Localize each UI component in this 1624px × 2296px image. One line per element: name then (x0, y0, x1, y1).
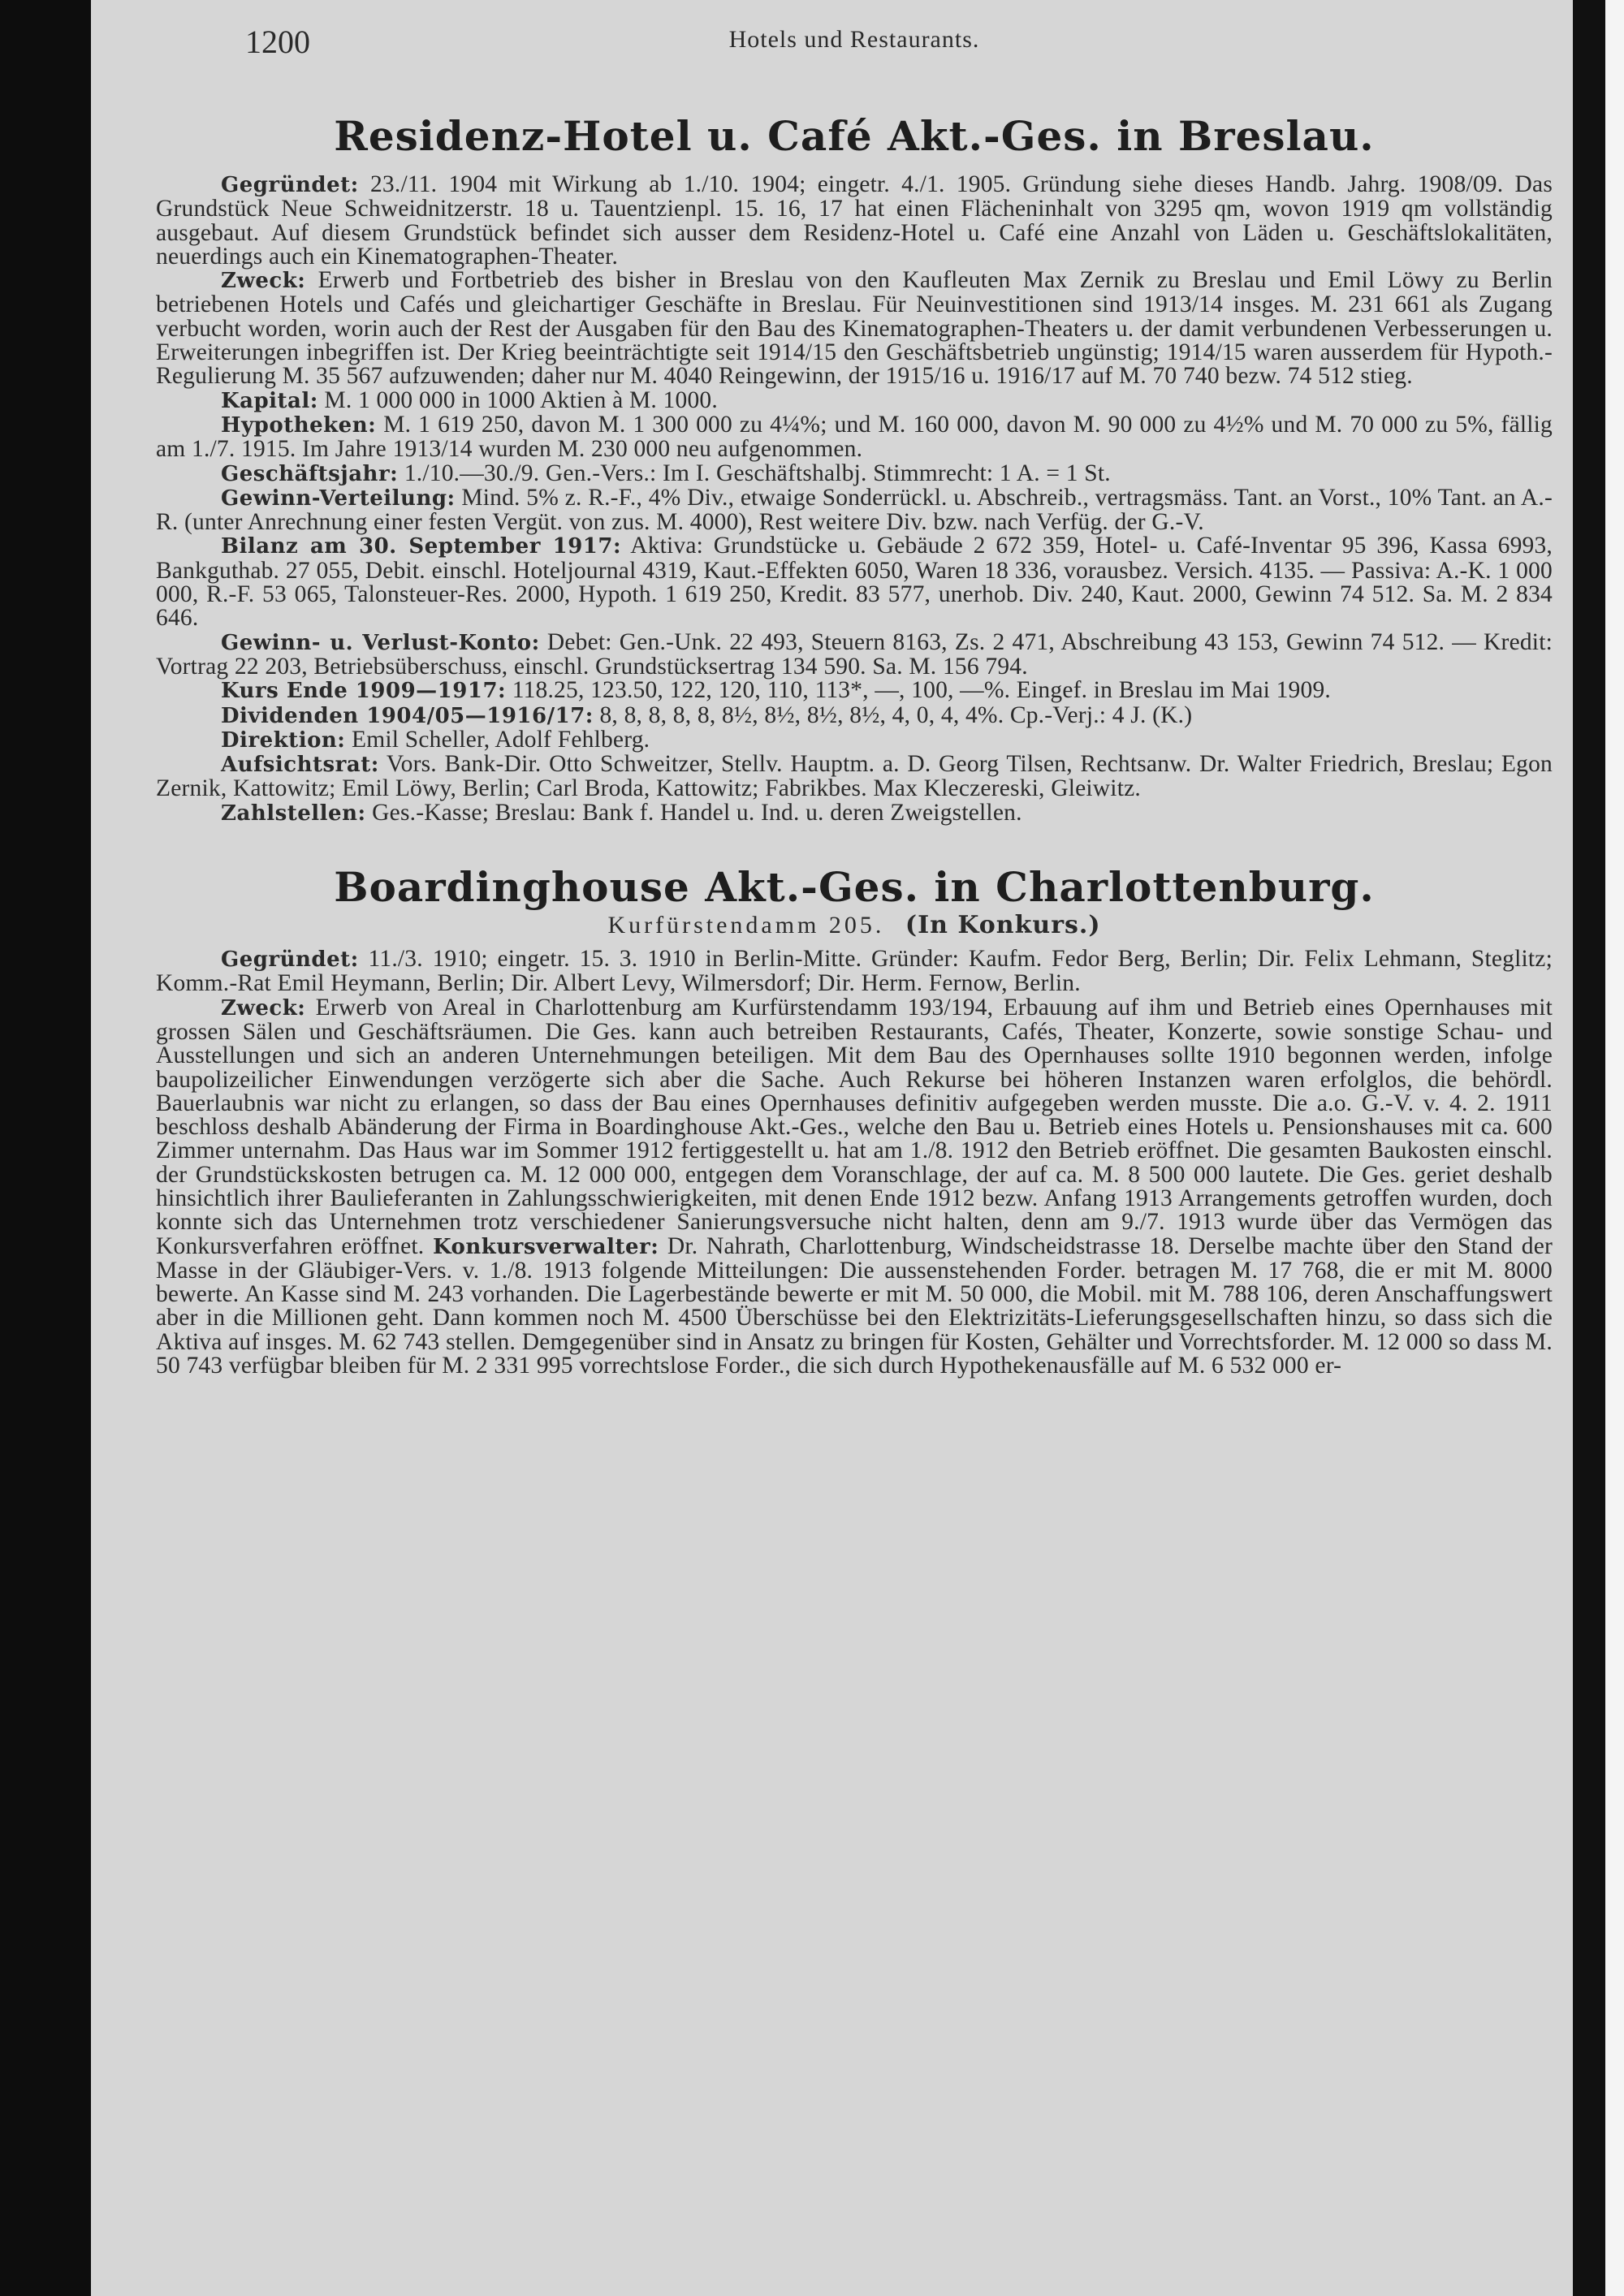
entry-label: Dividenden 1904/05—1916/17: (221, 703, 594, 728)
company-status: (In Konkurs.) (905, 911, 1101, 940)
entry-label: Direktion: (221, 727, 346, 753)
entry-text: 8, 8, 8, 8, 8, 8½, 8½, 8½, 8½, 4, 0, 4, 4%. Cp.-Verj.: 4 J. (K.) (599, 701, 1193, 728)
entry-text: 23./11. 1904 mit Wirkung ab 1./10. 1904; eingetr. 4./1. 1905. Gründung siehe dieses Handb. Jahrg. 1908/09. Das Grundstück Neue Schweidnitzerstr. 18 u. Tauentzienpl. 15. 16, 17 hat einen Flächeninhalt von 3295 qm, wovon 1919 qm vollständig ausgebaut. Auf diesem Grundstück befindet sich ausser dem Residenz-Hotel u. Café eine Anzahl von Läden u. Geschäftslokalitäten, neuerdings auch ein Kinematographen-Theater. (156, 171, 1553, 270)
running-head (156, 23, 1553, 62)
entry-gewinn-verteilung (156, 486, 1553, 535)
entry-text: Vors. Bank-Dir. Otto Schweitzer, Stellv. Hauptm. a. D. Georg Tilsen, Rechtsanw. Dr. Walter Friedrich, Breslau; Egon Zernik, Kattowitz; Emil Löwy, Berlin; Carl Broda, Kattowitz; Fabrikbes. Max Kleczereski, Gleiwitz. (156, 751, 1553, 802)
entry-direktion (156, 728, 1553, 753)
entry-text: Erwerb und Fortbetrieb des bisher in Breslau von den Kaufleuten Max Zernik zu Breslau und Emil Löwy zu Berlin betriebenen Hotels und Cafés und gleichartiger Geschäfte in Breslau. Für Neuinvestitionen sind 1913/14 insges. M. 231 661 als Zugang verbucht worden, worin auch der Rest der Ausgaben für den Bau des Kinematographen-Theaters u. der damit verbundenen Verbesserungen u. Erweiterungen inbegriffen ist. Der Krieg beeinträchtigte seit 1914/15 den Geschäftsbetrieb ungünstig; 1914/15 waren ausserdem für Hypoth.-Regulierung M. 35 567 aufzuwenden; daher nur M. 4040 Reingewinn, der 1915/16 u. 1916/17 auf M. 70 740 bezw. 74 512 stieg. (156, 267, 1553, 390)
entry-text: Erwerb von Areal in Charlottenburg am Kurfürstendamm 193/194, Erbauung auf ihm und Betrieb eines Opernhauses mit grossen Sälen und Geschäftsräumen. Die Ges. kann auch betreiben Restaurants, Cafés, Theater, Konzerte, sowie sonstige Schau- und Ausstellungen und sich an anderen Unternehmungen beteiligen. Mit dem Bau des Opernhauses sollte 1910 begonnen werden, infolge baupolizeilicher Einwendungen verzögerte sich aber die Sache. Auch Rekurse bei höheren Instanzen waren erfolglos, die behördl. Bauerlaubnis war nicht zu erlangen, so dass der Bau eines Opernhauses definitiv aufgegeben werden musste. Die a.o. G.-V. v. 4. 2. 1911 beschloss deshalb Abänderung der Firma in Boardinghouse Akt.-Ges., welche den Bau u. Betrieb eines Hotels u. Pensionshauses mit ca. 600 Zimmer unternahm. Das Haus war im Sommer 1912 fertiggestellt u. hat am 1./8. 1912 den Betrieb eröffnet. Die gesamten Baukosten einschl. der Grundstückskosten betrugen ca. M. 12 000 000, entgegen dem Voranschlage, der auf ca. M. 8 500 000 lautete. Die Ges. geriet deshalb hinsichtlich ihrer Baulieferanten in Zahlungsschwierigkeiten, mit denen Ende 1912 bezw. Anfang 1913 Arrangements getroffen wurden, doch konnte sich das Unternehmen trotz verschiedener Sanierungsversuche nicht halten, denn am 9./7. 1913 wurde über das Vermögen das Konkursverfahren eröffnet. (156, 994, 1553, 1259)
entry-label: Aufsichtsrat: (221, 753, 379, 778)
entry-label: Zahlstellen: (221, 801, 366, 826)
entry-label: Zweck: (221, 995, 306, 1021)
entry-label: Kapital: (221, 388, 318, 413)
company-entries (156, 173, 1553, 826)
entry-label: Gewinn-Verteilung: (221, 486, 456, 511)
company-title: Residenz-Hotel u. Café Akt.-Ges. in Breslau. (334, 112, 1375, 160)
entry-gewinn-verlust (156, 628, 1553, 680)
company-address-line (156, 911, 1553, 939)
entry-bilanz (156, 534, 1553, 630)
page-content (156, 23, 1553, 1378)
entry-text: Debet: Gen.-Unk. 22 493, Steuern 8163, Zs. 2 471, Abschreibung 43 153, Gewinn 74 512. — Kredit: Vortrag 22 203, Betriebsüberschuss, einschl. Grundstücksertrag 134 590. Sa. M. 156 794. (156, 628, 1553, 680)
entry-zahlstellen (156, 801, 1553, 826)
entry-text: Mind. 5% z. R.-F., 4% Div., etwaige Sonderrückl. u. Abschreib., vertragsmäss. Tant. an Vorst., 10% Tant. an A.-R. (unter Anrechnung einer festen Vergüt. von zus. M. 4000), Rest weitere Div. bzw. nach Verfüg. der G.-V. (156, 484, 1553, 536)
entry-zweck (156, 996, 1553, 1379)
scan-left-border (0, 0, 91, 2296)
entry-text: Emil Scheller, Adolf Fehlberg. (352, 726, 650, 753)
entry-zweck (156, 269, 1553, 388)
entry-label: Zweck: (221, 269, 306, 294)
scan-right-edge (1605, 0, 1624, 2296)
entry-text: Dr. Nahrath, Charlottenburg, Windscheidstrasse 18. Derselbe machte über den Stand der Masse in der Gläubiger-Vers. v. 1./8. 1913 folgende Mitteilungen: Die aussenstehenden Forder. betragen M. 17 768, die er mit M. 8000 bewerte. An Kasse sind M. 243 vorhanden. Die Lagerbestände bewerte er mit M. 50 000, die Mobil. mit M. 788 106, deren Anschaffungswert aber in die Millionen geht. Dann kommen noch M. 4500 Überschüsse bei den Elektrizitäts-Lieferungsgesellschaften hinzu, so dass sich die Aktiva auf insges. M. 62 743 stellen. Demgegenüber sind in Ansatz zu bringen für Kosten, Gehälter und Vorrechtsforder. M. 12 000 so dass M. 50 743 verfügbar bleiben für M. 2 331 995 vorrechtslose Forder., die sich durch Hypothekenausfälle auf M. 6 532 000 er- (156, 1232, 1553, 1379)
entry-text: M. 1 619 250, davon M. 1 300 000 zu 4¼%; und M. 160 000, davon M. 90 000 zu 4½% und M. 70 000 zu 5%, fällig am 1./7. 1915. Im Jahre 1913/14 wurden M. 230 000 neu aufgenommen. (156, 411, 1553, 463)
entry-aufsichtsrat (156, 753, 1553, 801)
entry-label: Gegründet: (221, 947, 359, 973)
entry-text: Aktiva: Grundstücke u. Gebäude 2 672 359, Hotel- u. Café-Inventar 95 396, Kassa 6993, Bankguthab. 27 055, Debit. einschl. Hoteljournal 4319, Kaut.-Effekten 6050, Waren 18 336, vorausbez. Versich. 4135. — Passiva: A.-K. 1 000 000, R.-F. 53 065, Talonsteuer-Res. 2000, Hypoth. 1 619 250, Kredit. 83 577, unerhob. Div. 240, Kaut. 2000, Gewinn 74 512. Sa. M. 2 834 646. (156, 533, 1553, 632)
entry-label: Bilanz am 30. September 1917: (221, 534, 622, 559)
entry-label: Konkursverwalter: (432, 1234, 659, 1259)
entry-dividenden (156, 701, 1553, 728)
entry-label: Gegründet: (221, 173, 359, 197)
entry-label: Hypotheken: (221, 412, 377, 438)
entry-text: 118.25, 123.50, 122, 120, 110, 113*, —, 100, —%. Eingef. in Breslau im Mai 1909. (512, 677, 1331, 704)
entry-kurs (156, 679, 1553, 703)
entry-text: 11./3. 1910; eingetr. 15. 3. 1910 in Berlin-Mitte. Gründer: Kaufm. Fedor Berg, Berlin; Dir. Felix Lehmann, Steglitz; Komm.-Rat Emil Heymann, Berlin; Dir. Albert Levy, Wilmersdorf; Dir. Herm. Fernow, Berlin. (156, 946, 1553, 997)
entry-kapital (156, 386, 1553, 413)
company-address: Kurfürstendamm 205. (607, 912, 885, 939)
page-number: 1200 (245, 24, 310, 60)
entry-label: Kurs Ende 1909—1917: (221, 679, 507, 704)
entry-gegruendet (156, 173, 1553, 269)
entry-hypotheken (156, 413, 1553, 462)
entry-text: 1./10.—30./9. Gen.-Vers.: Im I. Geschäftshalbj. Stimmrecht: 1 A. = 1 St. (404, 460, 1111, 486)
entry-geschaeftsjahr (156, 462, 1553, 486)
company-title: Boardinghouse Akt.-Ges. in Charlottenburg. (334, 863, 1375, 912)
entry-label: Geschäftsjahr: (221, 461, 399, 486)
entry-text: Ges.-Kasse; Breslau: Bank f. Handel u. Ind. u. deren Zweigstellen. (372, 799, 1022, 826)
running-title: Hotels und Restaurants. (728, 26, 980, 53)
scan-right-border (1573, 0, 1605, 2296)
entry-text: M. 1 000 000 in 1000 Aktien à M. 1000. (324, 386, 718, 413)
entry-gegruendet (156, 947, 1553, 996)
entry-label: Gewinn- u. Verlust-Konto: (221, 630, 540, 655)
company-entries (156, 947, 1553, 1378)
